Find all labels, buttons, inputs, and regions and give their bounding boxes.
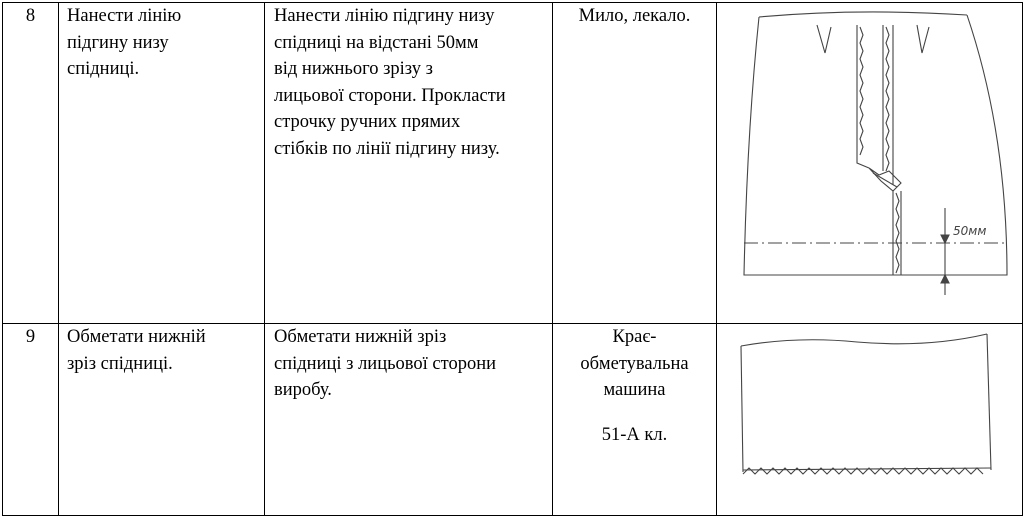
dimension-label: 50мм xyxy=(953,224,987,238)
description-text: спідниці на відстані 50мм xyxy=(274,32,479,53)
description-text: виробу. xyxy=(274,380,332,400)
description-text: стібків по лінії підгину низу. xyxy=(274,138,500,159)
overcast-edge-sketch-icon xyxy=(717,324,1021,514)
equipment-text: Мило, лекало. xyxy=(578,6,691,26)
skirt-hem-line-sketch-icon xyxy=(717,3,1021,323)
spacer xyxy=(553,404,716,422)
description-text: Нанести лінію підгину низу xyxy=(274,6,495,26)
description-text: від нижнього зрізу з xyxy=(274,59,433,79)
step-number-cell xyxy=(3,324,59,516)
step-number-cell xyxy=(3,3,59,324)
equipment-text: Крає- xyxy=(612,327,657,347)
operation-text: Нанести лінію xyxy=(67,6,182,26)
operation-text: зріз спідниці. xyxy=(67,353,173,374)
equipment-text: обметувальна xyxy=(580,353,689,374)
equipment-text: машина xyxy=(603,380,666,400)
step-number: 8 xyxy=(25,6,36,26)
equipment-cell xyxy=(553,324,717,516)
operation-cell xyxy=(59,3,265,324)
description-cell xyxy=(265,3,553,324)
description-text: Обметати нижній зріз xyxy=(274,327,447,347)
description-text: спідниці з лицьової сторони xyxy=(274,353,497,374)
process-table xyxy=(2,2,1023,516)
operation-text: підгину низу xyxy=(67,32,169,53)
equipment-cell xyxy=(553,3,717,324)
equipment-model: 51-А кл. xyxy=(601,424,668,445)
operation-text: спідниці. xyxy=(67,59,140,79)
sketch-cell xyxy=(717,324,1023,516)
description-text: лицьової сторони. Прокласти xyxy=(274,85,506,106)
step-number: 9 xyxy=(25,327,36,347)
operation-cell xyxy=(59,324,265,516)
table-row xyxy=(3,324,1023,516)
description-cell xyxy=(265,324,553,516)
operation-text: Обметати нижній xyxy=(67,327,206,347)
table-row xyxy=(3,3,1023,324)
sketch-cell xyxy=(717,3,1023,324)
description-text: строчку ручних прямих xyxy=(274,112,461,132)
